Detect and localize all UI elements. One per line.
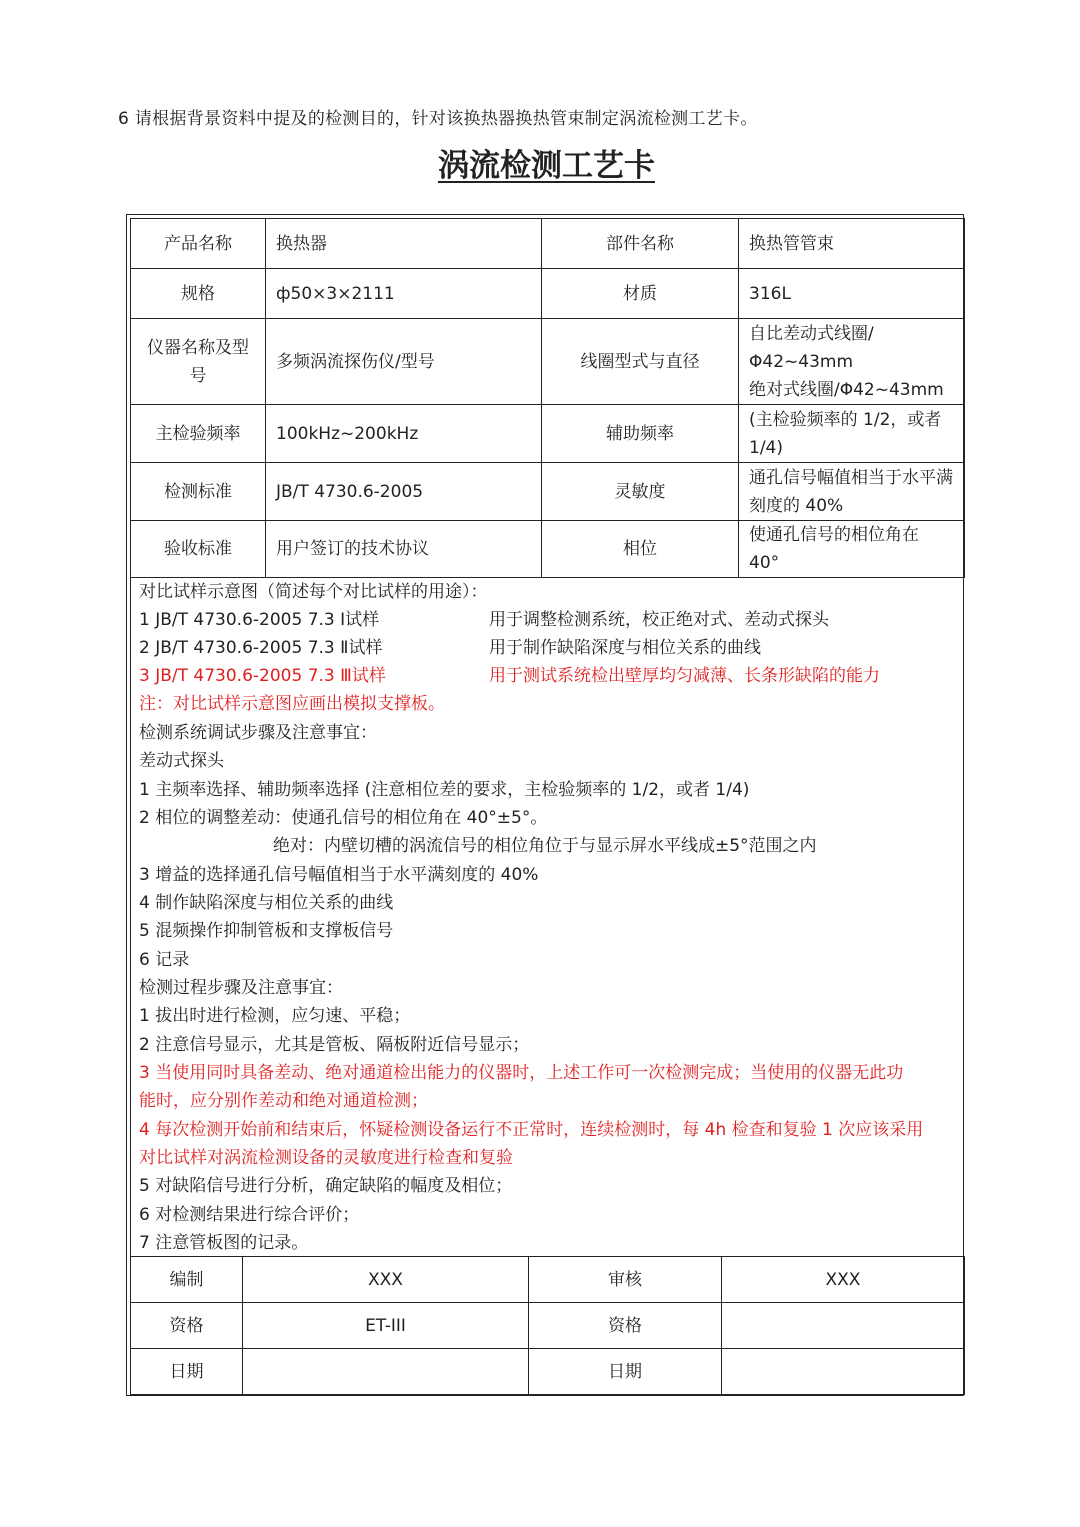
process-step: 2 注意信号显示，尤其是管板、隔板附近信号显示； bbox=[139, 1035, 530, 1055]
calibration-step: 1 主频率选择、辅助频率选择 (注意相位差的要求，主检验频率的 1/2，或者 1/4) bbox=[139, 780, 750, 800]
value-reviewed-by: XXX bbox=[722, 1257, 965, 1303]
value-phase: 使通孔信号的相位角在 40° bbox=[739, 521, 965, 578]
question-text: 6 请根据背景资料中提及的检测目的，针对该换热器换热管束制定涡流检测工艺卡。 bbox=[118, 109, 758, 129]
label-acceptance: 验收标准 bbox=[131, 521, 266, 578]
value-test-standard: JB/T 4730.6-2005 bbox=[266, 463, 542, 521]
process-step: 5 对缺陷信号进行分析，确定缺陷的幅度及相位； bbox=[139, 1176, 513, 1196]
value-material: 316L bbox=[739, 269, 965, 319]
label-aux-frequency: 辅助频率 bbox=[542, 405, 739, 463]
page-title: 涡流检测工艺卡 bbox=[438, 148, 655, 184]
specimen-note: 注：对比试样示意图应画出模拟支撑板。 bbox=[139, 694, 445, 714]
process-step-4b: 对比试样对涡流检测设备的灵敏度进行检查和复验 bbox=[139, 1148, 513, 1168]
probe-type: 差动式探头 bbox=[139, 751, 224, 771]
value-aux-frequency: (主检验频率的 1/2，或者 1/4) bbox=[739, 405, 965, 463]
label-review-date: 日期 bbox=[529, 1349, 722, 1395]
value-coil-type: 自比差动式线圈/Φ42~43mm 绝对式线圈/Φ42~43mm bbox=[739, 319, 965, 405]
calibration-step: 绝对：内壁切槽的涡流信号的相位角位于与显示屏水平线成±5°范围之内 bbox=[273, 836, 817, 856]
label-phase: 相位 bbox=[542, 521, 739, 578]
label-product-name: 产品名称 bbox=[131, 219, 266, 269]
info-table bbox=[130, 218, 965, 578]
process-step-3b: 能时，应分别作差动和绝对通道检测； bbox=[139, 1091, 428, 1111]
value-sensitivity: 通孔信号幅值相当于水平满刻度的 40% bbox=[739, 463, 965, 521]
value-spec: ф50×3×2111 bbox=[266, 269, 542, 319]
table-row bbox=[131, 219, 965, 269]
signoff-table bbox=[130, 1256, 965, 1395]
label-reviewed-by: 审核 bbox=[529, 1257, 722, 1303]
value-part-name: 换热管管束 bbox=[739, 219, 965, 269]
label-date: 日期 bbox=[131, 1349, 243, 1395]
value-acceptance: 用户签订的技术协议 bbox=[266, 521, 542, 578]
table-row bbox=[131, 405, 965, 463]
label-test-standard: 检测标准 bbox=[131, 463, 266, 521]
label-spec: 规格 bbox=[131, 269, 266, 319]
value-review-date bbox=[722, 1349, 965, 1395]
specimen-3-id: 3 JB/T 4730.6-2005 7.3 Ⅲ试样 bbox=[139, 666, 386, 686]
table-row bbox=[131, 463, 965, 521]
value-date bbox=[243, 1349, 529, 1395]
label-material: 材质 bbox=[542, 269, 739, 319]
process-step: 1 拔出时进行检测，应匀速、平稳； bbox=[139, 1006, 411, 1026]
label-sensitivity: 灵敏度 bbox=[542, 463, 739, 521]
calibration-step: 3 增益的选择通孔信号幅值相当于水平满刻度的 40% bbox=[139, 865, 539, 885]
table-row bbox=[131, 269, 965, 319]
calibration-step: 4 制作缺陷深度与相位关系的曲线 bbox=[139, 893, 394, 913]
specimen-3-use: 用于测试系统检出壁厚均匀减薄、长条形缺陷的能力 bbox=[489, 666, 880, 686]
table-row bbox=[131, 1349, 965, 1395]
label-main-frequency: 主检验频率 bbox=[131, 405, 266, 463]
specimen-2-id: 2 JB/T 4730.6-2005 7.3 Ⅱ试样 bbox=[139, 638, 383, 658]
value-instrument: 多频涡流探伤仪/型号 bbox=[266, 319, 542, 405]
label-coil-type: 线圈型式与直径 bbox=[542, 319, 739, 405]
specimen-1-use: 用于调整检测系统，校正绝对式、差动式探头 bbox=[489, 610, 829, 630]
label-instrument: 仪器名称及型号 bbox=[131, 319, 266, 405]
process-step: 6 对检测结果进行综合评价； bbox=[139, 1205, 360, 1225]
procedure-section bbox=[130, 576, 964, 1256]
table-row bbox=[131, 1257, 965, 1303]
value-qualification: ET-III bbox=[243, 1303, 529, 1349]
value-reviewer-qualification bbox=[722, 1303, 965, 1349]
value-main-frequency: 100kHz~200kHz bbox=[266, 405, 542, 463]
label-compiled-by: 编制 bbox=[131, 1257, 243, 1303]
specimen-heading: 对比试样示意图（简述每个对比试样的用途）： bbox=[139, 582, 488, 602]
process-heading: 检测过程步骤及注意事宜： bbox=[139, 978, 343, 998]
table-row bbox=[131, 319, 965, 405]
label-qualification: 资格 bbox=[131, 1303, 243, 1349]
calibration-step: 6 记录 bbox=[139, 950, 190, 970]
table-row bbox=[131, 1303, 965, 1349]
process-step-3a: 3 当使用同时具备差动、绝对通道检出能力的仪器时，上述工作可一次检测完成；当使用的仪器无此功 bbox=[139, 1063, 904, 1083]
calibration-step: 5 混频操作抑制管板和支撑板信号 bbox=[139, 921, 394, 941]
calibration-heading: 检测系统调试步骤及注意事宜： bbox=[139, 723, 377, 743]
value-product-name: 换热器 bbox=[266, 219, 542, 269]
label-reviewer-qualification: 资格 bbox=[529, 1303, 722, 1349]
specimen-1-id: 1 JB/T 4730.6-2005 7.3 Ⅰ试样 bbox=[139, 610, 380, 630]
process-step: 7 注意管板图的记录。 bbox=[139, 1233, 309, 1253]
label-part-name: 部件名称 bbox=[542, 219, 739, 269]
value-compiled-by: XXX bbox=[243, 1257, 529, 1303]
specimen-2-use: 用于制作缺陷深度与相位关系的曲线 bbox=[489, 638, 761, 658]
calibration-step: 2 相位的调整差动：使通孔信号的相位角在 40°±5°。 bbox=[139, 808, 548, 828]
process-step-4a: 4 每次检测开始前和结束后，怀疑检测设备运行不正常时，连续检测时，每 4h 检查和复验 1 次应该采用 bbox=[139, 1120, 924, 1140]
table-row bbox=[131, 521, 965, 578]
